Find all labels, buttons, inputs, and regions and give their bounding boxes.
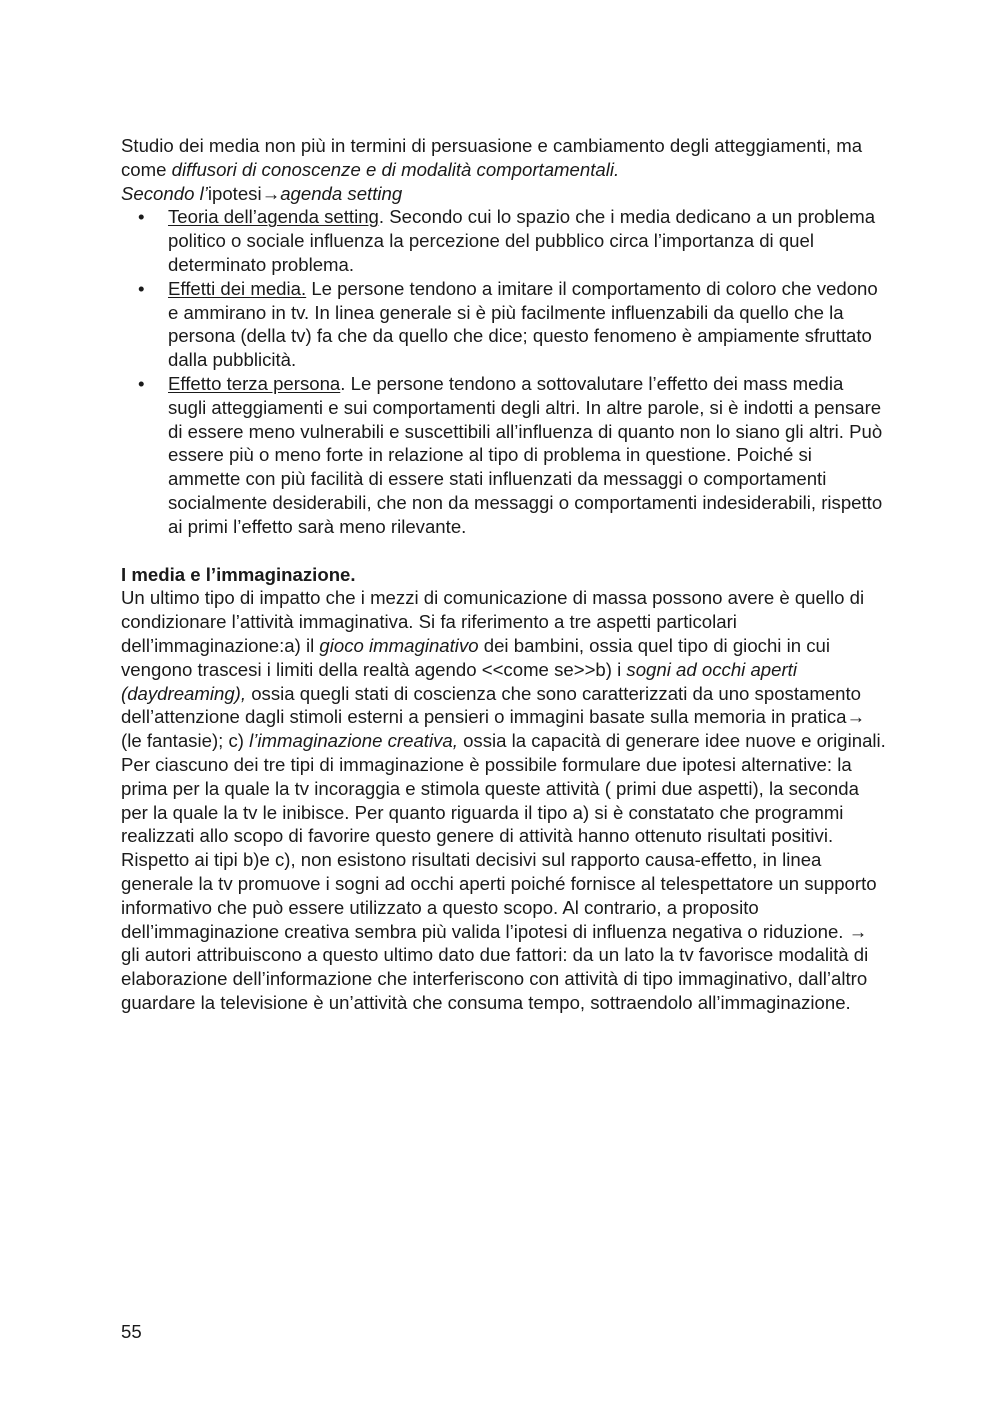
- p1-creativa: l’immaginazione creativa,: [249, 730, 458, 752]
- intro-agenda-setting: agenda setting: [280, 182, 403, 204]
- p1-text-f: (le fantasie); c): [121, 730, 250, 752]
- bullet-icon: •: [138, 372, 145, 394]
- p1-gioco: gioco immaginativo: [319, 634, 479, 656]
- intro-paragraph: [121, 134, 886, 205]
- arrow-icon: →: [846, 706, 866, 728]
- p1-text-e: ossia quegli stati di coscienza che sono caratterizzati da uno spostamento dell’attenzione dagli stimoli esterni a pensieri o immagini basate sulla memoria in pratica: [121, 682, 862, 728]
- p1-sogni: sogni ad occhi aperti (daydreaming),: [121, 658, 797, 704]
- section-paragraph-1: [121, 586, 886, 753]
- list-item-effetti-media: [121, 277, 886, 372]
- section-paragraph-2: [121, 753, 886, 1015]
- page-number: 55: [121, 1321, 142, 1342]
- list-item-terza-persona: [121, 372, 886, 539]
- p2-text-a: Per ciascuno dei tre tipi di immaginazione è possibile formulare due ipotesi alternative: la prima per la quale la tv incoraggia e stimola queste attività ( primi due aspetti), la seconda per la quale la tv le inibisce. Per quanto riguarda il tipo a) si è constatato che programmi realizzati allo scopo di favorire questo genere di attività hanno ottenuto risultati positivi. Rispetto ai tipi b)e c), non esistono risultati decisivi sul rapporto causa-effetto, in linea generale la tv promuove i sogni ad occhi aperti poiché fornisce al telespettatore un supporto informativo che può essere utilizzato a questo scopo. Al contrario, a proposito dell’immaginazione creativa sembra più valida l’ipotesi di influenza negativa o riduzione.: [121, 753, 877, 942]
- intro-ipotesi: ipotesi: [207, 182, 262, 204]
- bullet-title: Effetti dei media.: [168, 277, 307, 299]
- p1-text-c: dei bambini, ossia quel tipo di giochi in cui vengono trascesi i limiti della realtà agendo <<come se>>b) i: [121, 634, 830, 680]
- page-content: [121, 134, 886, 1015]
- bullet-text: . Le persone tendono a sottovalutare l’effetto dei mass media sugli atteggiamenti e sui comportamenti degli altri. In altre parole, si è indotti a pensare di essere meno vulnerabili e suscettibili all’influenza di quanto non lo siano gli altri. Può essere più o meno forte in relazione al tipo di problema in questione. Poiché si ammette con più facilità di essere stati influenzati da messaggi o comportamenti socialmente desiderabili, che non da messaggi o comportamenti indesiderabili, rispetto ai primi l’effetto sarà meno rilevante.: [168, 372, 883, 537]
- bullet-list: [121, 205, 886, 538]
- spacer: [121, 539, 886, 563]
- p1-text-h: ossia la capacità di generare idee nuove e originali.: [457, 730, 886, 752]
- bullet-icon: •: [138, 277, 145, 299]
- bullet-text: . Secondo cui lo spazio che i media dedicano a un problema politico o sociale influenza la percezione del pubblico circa l’importanza di quel determinato problema.: [168, 206, 876, 275]
- bullet-title: Teoria dell’agenda setting: [168, 206, 379, 228]
- bullet-icon: •: [138, 206, 145, 228]
- section-heading: I media e l’immaginazione.: [121, 563, 356, 585]
- intro-secondo: Secondo l’: [121, 182, 208, 204]
- p1-text-a: Un ultimo tipo di impatto che i mezzi di comunicazione di massa possono avere è quello di condizionare l’attività immaginativa. Si fa riferimento a tre aspetti particolari dell’immaginazione:a) il: [121, 587, 865, 656]
- bullet-text: Le persone tendono a imitare il comportamento di coloro che vedono e ammirano in tv. In linea generale si è più facilmente influenzabili da quello che la persona (della tv) fa che da quello che dice; questo fenomeno è ampiamente sfruttato dalla pubblicità.: [168, 277, 878, 371]
- list-item-agenda-setting: [121, 205, 886, 276]
- intro-emphasis: diffusori di conoscenze e di modalità comportamentali.: [171, 158, 620, 180]
- p2-text-b: gli autori attribuiscono a questo ultimo dato due fattori: da un lato la tv favorisce modalità di elaborazione dell’informazione che interferiscono con attività di tipo immaginativo, dall’altro guardare la televisione è un’attività che consuma tempo, sottraendolo all’immaginazione.: [121, 944, 869, 1013]
- bullet-title: Effetto terza persona: [168, 372, 341, 394]
- arrow-icon: →: [848, 920, 868, 942]
- arrow-icon: →: [261, 182, 281, 204]
- intro-text: Studio dei media non più in termini di persuasione e cambiamento degli atteggiamenti, ma come: [121, 135, 863, 180]
